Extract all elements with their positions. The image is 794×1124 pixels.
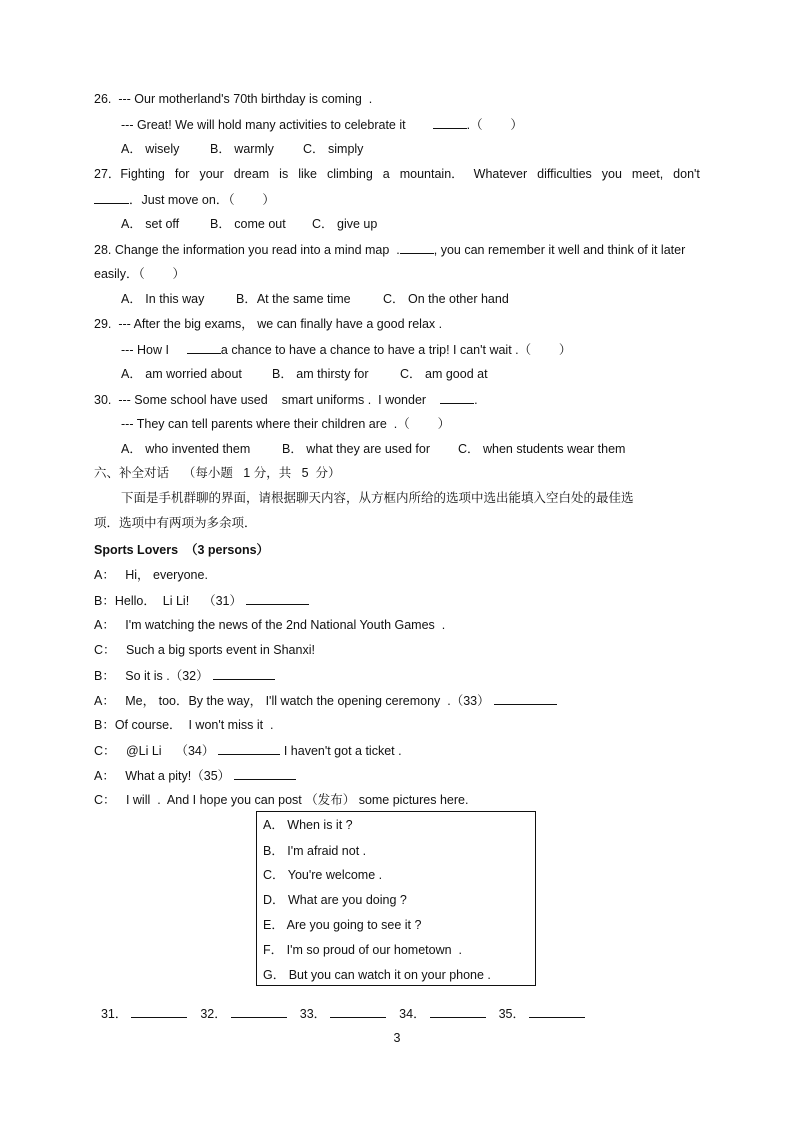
q26-option-b[interactable]: B． warmly — [210, 142, 274, 156]
q29-option-b[interactable]: B． am thirsty for — [272, 367, 369, 381]
chat-line-text: A： What a pity!（35） — [94, 769, 231, 783]
q27-word: you — [601, 167, 622, 181]
q27-option-b[interactable]: B． come out — [210, 217, 286, 231]
answer-label: 34． — [399, 1007, 426, 1021]
q27-word: is — [279, 167, 289, 181]
chat-line: A： I'm watching the news of the 2nd National Youth Games . — [94, 618, 446, 632]
answer-label: 35． — [498, 1007, 525, 1021]
q30-option-a[interactable]: A． who invented them — [121, 442, 251, 456]
q27-word: like — [298, 167, 317, 181]
q28-stem-b: , you can remember it well and think of it later — [433, 243, 686, 257]
answer-field-33[interactable] — [330, 1005, 386, 1018]
q27-option-c[interactable]: C． give up — [312, 217, 378, 231]
choice-item[interactable]: A． When is it ? — [263, 818, 353, 832]
q27-word: don't — [673, 167, 700, 181]
chat-line — [94, 767, 296, 784]
chat-line-text: B：Hello． Li Li! （31） — [94, 594, 242, 608]
answer-blank-33[interactable] — [494, 692, 557, 705]
section-heading: 六、补全对话 （每小题 1 分，共 5 分） — [94, 466, 341, 480]
q27-word: climbing — [326, 167, 373, 181]
q29-reply — [121, 341, 571, 358]
answer-field-35[interactable] — [529, 1005, 585, 1018]
choice-item[interactable]: G． But you can watch it on your phone . — [263, 968, 491, 982]
q26-reply — [121, 116, 523, 133]
chat-line: C： I will . And I hope you can post （发布） some pictures here. — [94, 793, 469, 807]
answer-field-32[interactable] — [231, 1005, 287, 1018]
chat-line — [94, 742, 402, 759]
q30-stem-b: . — [474, 393, 478, 407]
chat-line: B：Of course． I won't miss it . — [94, 718, 274, 732]
chat-line-text: C： @Li Li （34） — [94, 744, 215, 758]
q30-blank[interactable] — [440, 391, 474, 404]
q27-line2-tail: ．Just move on．（ ） — [129, 193, 275, 207]
choice-item[interactable]: F． I'm so proud of our hometown . — [263, 943, 462, 957]
section-instructions-line1: 下面是手机群聊的界面，请根据聊天内容，从方框内所给的选项中选出能填入空白处的最佳选 — [121, 491, 634, 505]
q27-stem — [94, 166, 700, 182]
q27-line2 — [94, 191, 275, 208]
chat-line: A： Hi， everyone. — [94, 568, 208, 582]
answer-blank-35[interactable] — [234, 767, 296, 780]
chat-line-text: A： Me， too．By the way， I'll watch the opening ceremony .（33） — [94, 694, 490, 708]
q26-option-a[interactable]: A． wisely — [121, 142, 180, 156]
choice-item[interactable]: B． I'm afraid not . — [263, 844, 367, 858]
q29-blank[interactable] — [187, 341, 221, 354]
answer-field-34[interactable] — [430, 1005, 486, 1018]
choice-item[interactable]: C． You're welcome . — [263, 868, 383, 882]
q27-blank[interactable] — [94, 191, 129, 204]
q29-option-a[interactable]: A． am worried about — [121, 367, 242, 381]
q28-stem — [94, 241, 685, 258]
q27-word: a — [382, 167, 390, 181]
q29-option-c[interactable]: C． am good at — [400, 367, 488, 381]
q27-word: 27．Fighting — [94, 167, 165, 181]
q29-reply-b: a chance to have a chance to have a trip! I can't wait .（ ） — [220, 343, 572, 357]
chat-line — [94, 592, 309, 609]
q27-option-a[interactable]: A． set off — [121, 217, 180, 231]
chat-line-tail: I haven't got a ticket . — [280, 744, 402, 758]
answer-label: 33． — [299, 1007, 327, 1021]
answer-label: 31． — [100, 1007, 128, 1021]
q26-stem: 26. --- Our motherland's 70th birthday is coming . — [94, 92, 373, 106]
q27-word: dream — [233, 167, 270, 181]
chat-title: Sports Lovers （3 persons） — [94, 543, 270, 557]
q27-word: your — [199, 167, 224, 181]
q30-stem — [94, 391, 478, 408]
q29-stem: 29. --- After the big exams， we can finally have a good relax . — [94, 317, 443, 331]
q27-word: Whatever — [473, 167, 528, 181]
q28-blank[interactable] — [400, 241, 434, 254]
chat-line — [94, 692, 557, 709]
answer-row — [94, 989, 585, 1022]
chat-line: C： Such a big sports event in Shanxi! — [94, 643, 315, 657]
q27-word: for — [174, 167, 190, 181]
q28-option-c[interactable]: C． On the other hand — [383, 292, 509, 306]
q30-option-c[interactable]: C． when students wear them — [458, 442, 626, 456]
answer-blank-34[interactable] — [218, 742, 280, 755]
q30-option-b[interactable]: B． what they are used for — [282, 442, 430, 456]
q26-reply-text: --- Great! We will hold many activities to celebrate it — [121, 118, 406, 132]
q28-option-a[interactable]: A． In this way — [121, 292, 205, 306]
q29-reply-a: --- How I — [121, 343, 169, 357]
q26-reply-tail: .（ ） — [466, 118, 523, 132]
answer-label: 32． — [200, 1007, 227, 1021]
answer-blank-31[interactable] — [246, 592, 309, 605]
q27-word: difficulties — [537, 167, 592, 181]
answer-blank-32[interactable] — [213, 667, 275, 680]
q27-word: meet, — [631, 167, 664, 181]
q30-stem-a: 30. --- Some school have used smart uniforms . I wonder — [94, 393, 427, 407]
q30-reply: --- They can tell parents where their children are .（ ） — [121, 417, 451, 431]
section-instructions-line2: 项．选项中有两项为多余项． — [94, 516, 257, 530]
q28-option-b[interactable]: B．At the same time — [236, 292, 351, 306]
answer-field-31[interactable] — [131, 1005, 187, 1018]
chat-line — [94, 667, 275, 684]
q28-line2: easily．（ ） — [94, 267, 185, 281]
chat-line-text: B： So it is .（32） — [94, 669, 209, 683]
q26-option-c[interactable]: C． simply — [303, 142, 364, 156]
choice-item[interactable]: E． Are you going to see it ? — [263, 918, 422, 932]
q26-blank[interactable] — [433, 116, 467, 129]
q27-word: mountain． — [399, 167, 464, 181]
choice-item[interactable]: D． What are you doing ? — [263, 893, 407, 907]
page-number: 3 — [393, 1031, 401, 1045]
q28-stem-a: 28. Change the information you read into a mind map . — [94, 243, 400, 257]
